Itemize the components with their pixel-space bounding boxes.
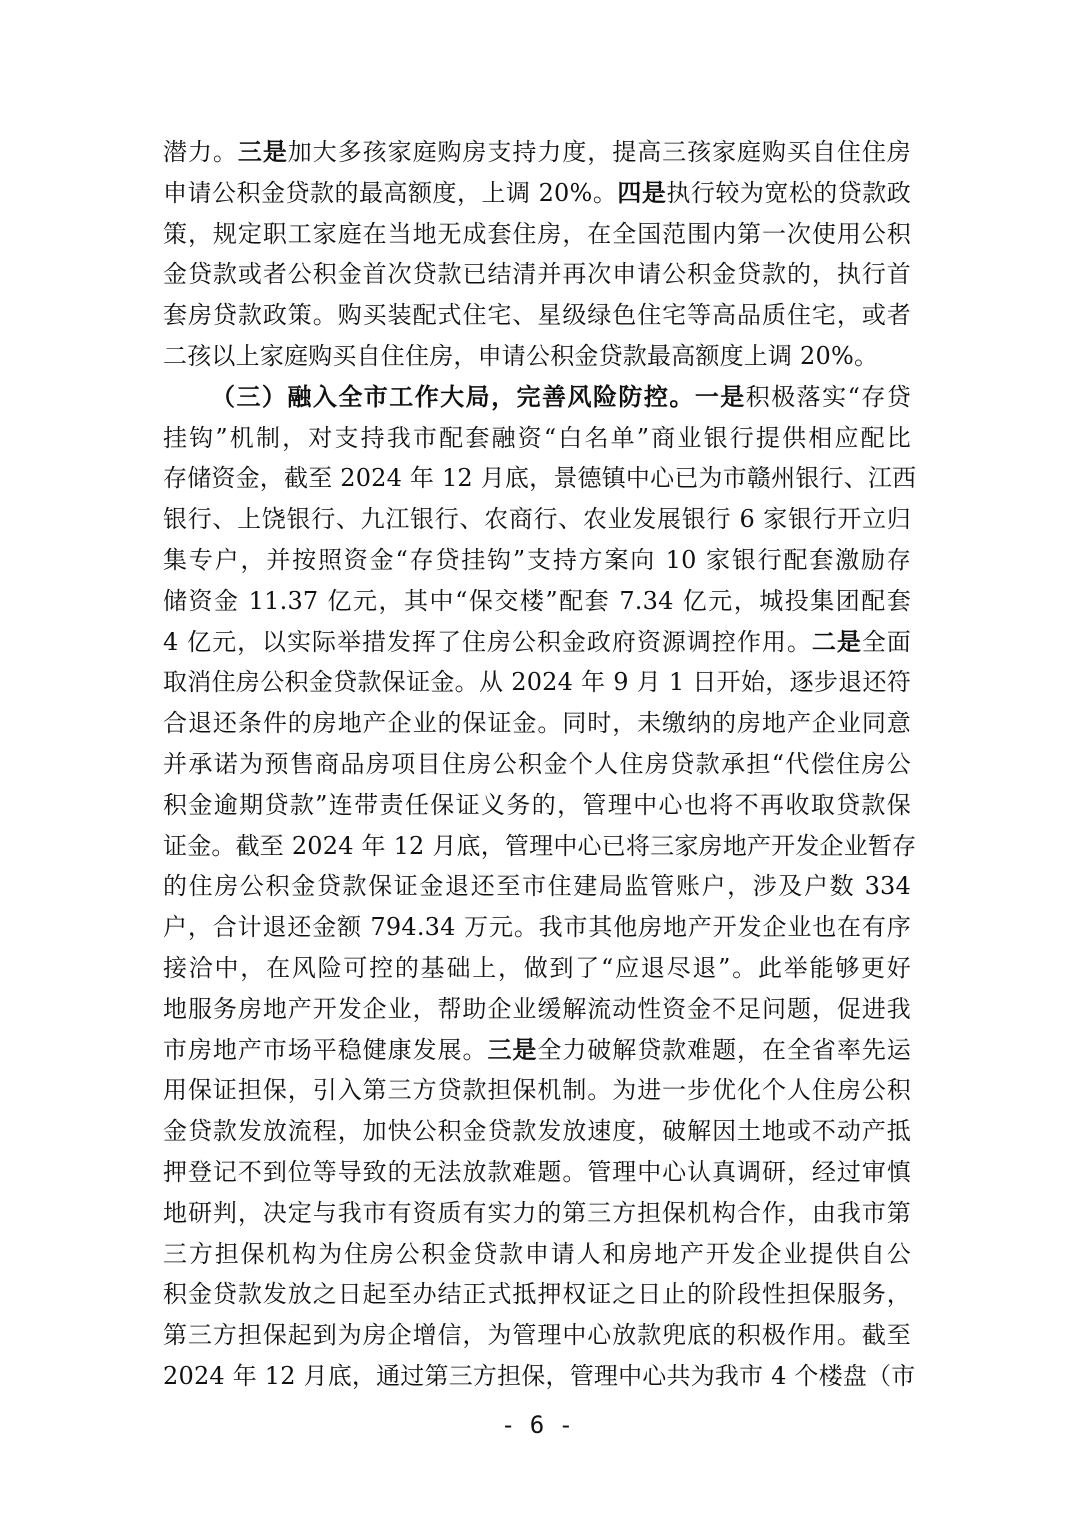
text-line (163, 703, 911, 744)
text-run: 2024 年 12 月底，通过第三方担保，管理中心共为我市 4 个楼盘（市 (163, 1361, 916, 1390)
text-line (163, 1193, 911, 1234)
text-run: 全力破解贷款难题，在全省率先运 (537, 1035, 912, 1064)
text-line (163, 1111, 911, 1152)
text-line (163, 1030, 911, 1071)
text-line (163, 1315, 911, 1356)
text-run: 执行较为宽松的贷款政 (666, 178, 911, 207)
text-run: 集专户，并按照资金“存贷挂钩”支持方案向 10 家银行配套激励存 (163, 545, 911, 574)
text-line (163, 1152, 911, 1193)
body-text (163, 132, 917, 1397)
text-line (163, 662, 911, 703)
text-line (163, 785, 911, 826)
text-run: 并承诺为预售商品房项目住房公积金个人住房贷款承担“代偿住房公 (163, 749, 911, 778)
text-line (163, 336, 911, 377)
text-line (163, 826, 917, 867)
text-run: 4 亿元，以实际举措发挥了住房公积金政府资源调控作用。 (163, 627, 812, 656)
text-line (163, 622, 911, 663)
text-run: 合退还条件的房地产企业的保证金。同时，未缴纳的房地产企业同意 (163, 709, 911, 738)
text-line (163, 254, 911, 295)
text-run: 三方担保机构为住房公积金贷款申请人和房地产开发企业提供自公 (163, 1239, 911, 1268)
text-run: 用保证担保，引入第三方贷款担保机制。为进一步优化个人住房公积 (163, 1076, 911, 1105)
text-run: 接洽中，在风险可控的基础上，做到了“应退尽退”。此举能够更好 (163, 953, 911, 982)
text-run: 积金逾期贷款”连带责任保证义务的，管理中心也将不再收取贷款保 (163, 790, 911, 819)
text-run: 积金贷款发放之日起至办结正式抵押权证之日止的阶段性担保服务， (163, 1280, 911, 1309)
text-run: 金贷款发放流程，加快公积金贷款发放速度，破解因土地或不动产抵 (163, 1117, 911, 1146)
text-run: 市房地产市场平稳健康发展。 (163, 1035, 488, 1064)
text-run: 套房贷款政策。购买装配式住宅、星级绿色住宅等高品质住宅，或者 (163, 301, 911, 330)
text-run: 策，规定职工家庭在当地无成套住房，在全国范围内第一次使用公积 (163, 219, 911, 248)
text-run: 储资金 11.37 亿元，其中“保交楼”配套 7.34 亿元，城投集团配套 (163, 586, 911, 615)
text-line (163, 1234, 911, 1275)
text-run: 挂钩”机制，对支持我市配套融资“白名单”商业银行提供相应配比 (163, 423, 911, 452)
text-line (163, 866, 911, 907)
bold-text-run: （三）融入全市工作大局，完善风险防控。 (211, 381, 695, 411)
text-run: 金贷款或者公积金首次贷款已结清并再次申请公积金贷款的，执行首 (163, 260, 911, 289)
text-line (163, 744, 911, 785)
text-line (163, 214, 911, 255)
text-line (163, 540, 911, 581)
text-line (163, 173, 911, 214)
text-line (163, 581, 911, 622)
bold-text-run: 三是 (487, 1034, 538, 1064)
text-run: 地服务房地产开发企业，帮助企业缓解流动性资金不足问题，促进我 (163, 994, 911, 1023)
bold-text-run: 二是 (811, 626, 862, 656)
text-run: 二孩以上家庭购买自住住房，申请公积金贷款最高额度上调 20%。 (163, 341, 879, 370)
text-line (163, 989, 911, 1030)
page-number: - 6 - (500, 1411, 574, 1439)
bold-text-run: 三是 (237, 137, 288, 166)
text-line (163, 132, 911, 173)
text-run: 押登记不到位等导致的无法放款难题。管理中心认真调研，经过审慎 (163, 1157, 911, 1186)
text-run: 存储资金，截至 2024 年 12 月底，景德镇中心已为市赣州银行、江西 (163, 464, 917, 493)
text-line (163, 907, 911, 948)
text-run: 积极落实“存贷 (745, 382, 911, 411)
text-run: 户，合计退还金额 794.34 万元。我市其他房地产开发企业也在有序 (163, 913, 911, 942)
bold-text-run: 一是 (694, 381, 746, 411)
text-run: 银行、上饶银行、九江银行、农商行、农业发展银行 6 家银行开立归 (163, 505, 911, 534)
text-run: 的住房公积金贷款保证金退还至市住建局监管账户，涉及户数 334 (163, 872, 911, 901)
text-line (163, 295, 911, 336)
text-line (163, 948, 911, 989)
text-line (163, 1274, 911, 1315)
text-run: 第三方担保起到为房企增信，为管理中心放款兜底的积极作用。截至 (163, 1321, 911, 1350)
text-run: 潜力。 (163, 138, 238, 166)
text-run: 取消住房公积金贷款保证金。从 2024 年 9 月 1 日开始，逐步退还符 (163, 668, 911, 697)
text-run: 申请公积金贷款的最高额度，上调 20%。 (163, 178, 618, 207)
text-line (163, 499, 911, 540)
text-line (163, 1070, 911, 1111)
text-run: 地研判，决定与我市有资质有实力的第三方担保机构合作，由我市第 (163, 1198, 911, 1227)
text-run: 全面 (861, 627, 912, 656)
bold-text-run: 四是 (617, 177, 667, 207)
text-run: 加大多孩家庭购房支持力度，提高三孩家庭购买自住住房 (287, 138, 911, 166)
text-line (163, 458, 917, 499)
text-line (163, 1356, 916, 1397)
text-line (163, 377, 911, 418)
text-line (163, 418, 911, 459)
text-run: 证金。截至 2024 年 12 月底，管理中心已将三家房地产开发企业暂存 (163, 831, 917, 860)
